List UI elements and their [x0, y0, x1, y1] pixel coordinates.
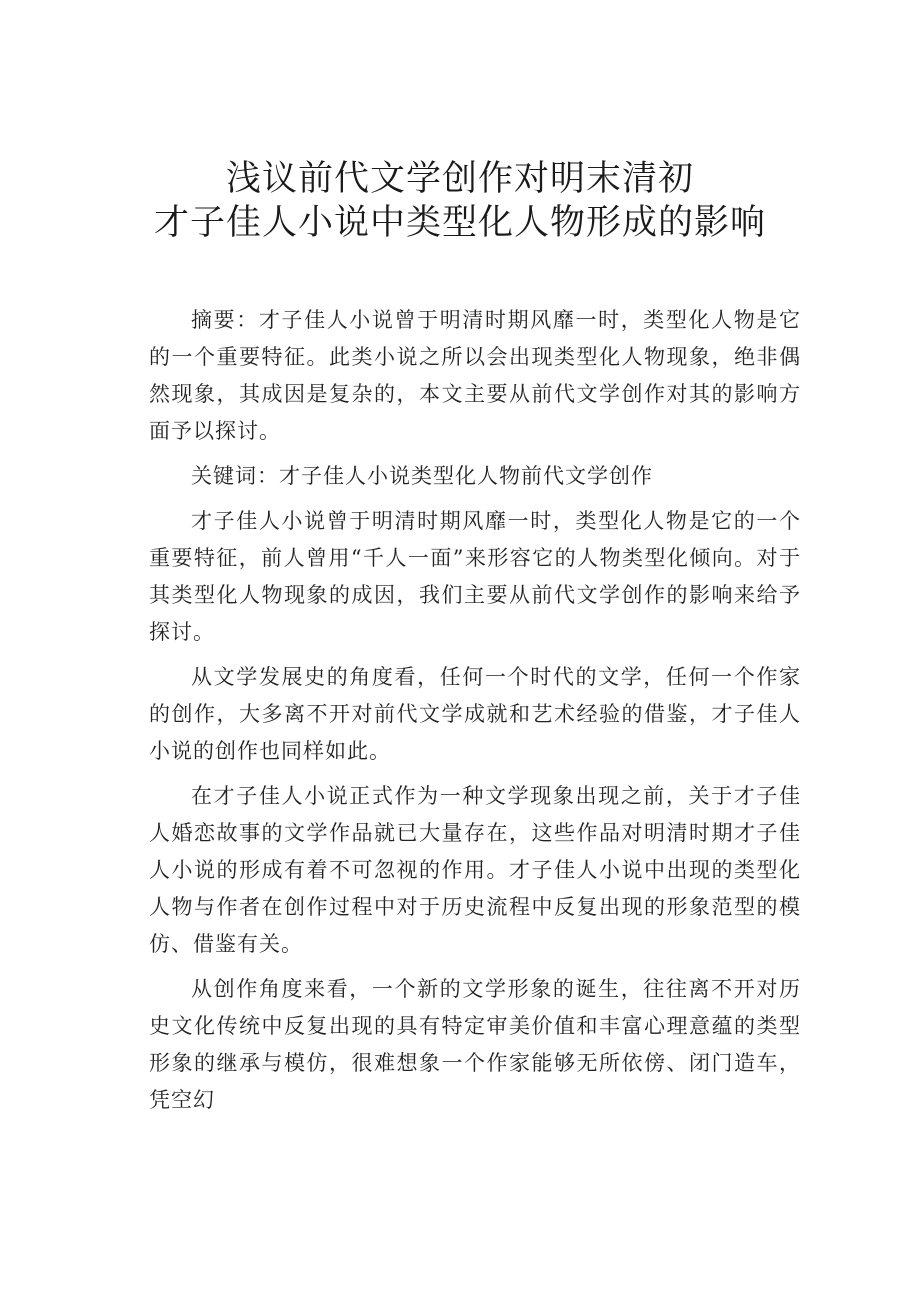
body-paragraph-4: 从创作角度来看，一个新的文学形象的诞生，往往离不开对历史文化传统中反复出现的具有特定审美价值和丰富心理意蕴的类型形象的继承与模仿，很难想象一个作家能够无所依傍、闭门造车，凭空幻: [149, 977, 801, 1112]
document-body: [149, 302, 801, 1127]
body-paragraph-1: 才子佳人小说曾于明清时期风靡一时，类型化人物是它的一个重要特征，前人曾用“千人一面”来形容它的人物类型化倾向。对于其类型化人物现象的成因，我们主要从前代文学创作的影响来给予探讨。: [149, 509, 801, 644]
document-title: [0, 157, 920, 245]
keywords-paragraph: 关键词：才子佳人小说类型化人物前代文学创作: [191, 464, 653, 488]
title-line-2: 才子佳人小说中类型化人物形成的影响: [153, 203, 766, 243]
abstract-paragraph: 摘要：才子佳人小说曾于明清时期风靡一时，类型化人物是它的一个重要特征。此类小说之所以会出现类型化人物现象，绝非偶然现象，其成因是复杂的，本文主要从前代文学创作对其的影响方面予以探讨。: [149, 308, 801, 443]
body-paragraph-2: 从文学发展史的角度看，任何一个时代的文学，任何一个作家的创作，大多离不开对前代文学成就和艺术经验的借鉴，才子佳人小说的创作也同样如此。: [149, 665, 801, 763]
title-line-1: 浅议前代文学创作对明末清初: [225, 159, 694, 199]
body-paragraph-3: 在才子佳人小说正式作为一种文学现象出现之前，关于才子佳人婚恋故事的文学作品就已大量存在，这些作品对明清时期才子佳人小说的形成有着不可忽视的作用。才子佳人小说中出现的类型化人物与作者在创作过程中对于历史流程中反复出现的形象范型的模仿、借鉴有关。: [149, 784, 801, 956]
